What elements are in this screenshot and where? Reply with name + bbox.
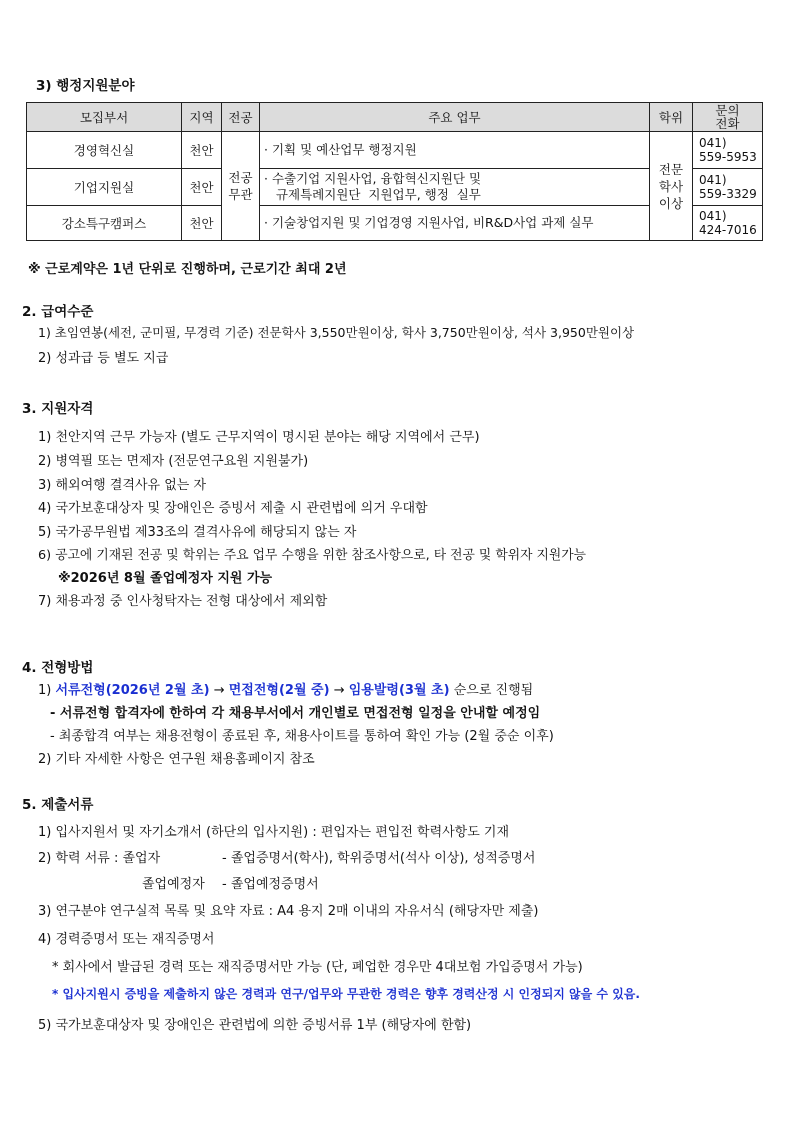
- cell-duty: [260, 132, 650, 169]
- qualification-item: 7) 채용과정 중 인사청탁자는 전형 대상에서 제외함: [38, 594, 328, 609]
- major-line1: 전공: [228, 170, 253, 185]
- cell-duty: [260, 169, 650, 206]
- qualification-item: 6) 공고에 기재된 전공 및 학위는 주요 업무 수행을 위한 참조사항으로, 타 전공 및 학위자 지원가능: [38, 548, 586, 563]
- graduation-note: ※2026년 8월 졸업예정자 지원 가능: [58, 571, 273, 586]
- header-dept: 모집부서: [27, 103, 182, 132]
- salary-item: 1) 초임연봉(세전, 군미필, 무경력 기준) 전문학사 3,550만원이상, 학사 3,750만원이상, 석사 3,950만원이상: [38, 325, 635, 340]
- cell-phone: [693, 169, 763, 206]
- documents-item-4-warning: * 입사지원시 증빙을 제출하지 않은 경력과 연구/업무와 무관한 경력은 향후 경력산정 시 인정되지 않을 수 있음.: [52, 987, 640, 1001]
- salary-title: 2. 급여수준: [22, 304, 94, 320]
- qualification-item: 4) 국가보훈대상자 및 장애인은 증빙서 제출 시 관련법에 의거 우대함: [38, 501, 428, 516]
- cell-dept: 기업지원실: [27, 169, 182, 206]
- documents-item-2-value: - 졸업증명서(학사), 학위증명서(석사 이상), 성적증명서: [222, 851, 536, 866]
- header-phone-line1: 문의: [715, 103, 740, 118]
- salary-item: 2) 성과급 등 별도 지급: [38, 351, 169, 366]
- header-phone-line2: 전화: [715, 116, 740, 131]
- process-sub-note: - 서류전형 합격자에 한하여 각 채용부서에서 개인별로 면접전형 일정을 안내할 예정임: [50, 706, 541, 721]
- qualification-item: 5) 국가공무원법 제33조의 결격사유에 해당되지 않는 자: [38, 525, 357, 540]
- duty-line1: · 수출기업 지원사업, 융합혁신지원단 및: [264, 171, 482, 186]
- header-degree: 학위: [650, 103, 693, 132]
- cell-dept: 강소특구캠퍼스: [27, 206, 182, 241]
- documents-title: 5. 제출서류: [22, 797, 94, 813]
- cell-region: 천안: [182, 169, 222, 206]
- documents-item-1: 1) 입사지원서 및 자기소개서 (하단의 입사지원) : 편입자는 편입전 학력사항도 기재: [38, 825, 510, 840]
- documents-item-2b-label: 졸업예정자: [142, 877, 205, 892]
- documents-item-4-note: * 회사에서 발급된 경력 또는 재직증명서만 가능 (단, 폐업한 경우만 4대보험 가입증명서 가능): [52, 960, 583, 975]
- duty-line1: · 기획 및 예산업무 행정지원: [264, 142, 417, 157]
- degree-line3: 이상: [658, 195, 684, 211]
- major-line2: 무관: [228, 187, 253, 202]
- section-title-admin-support: 3) 행정지원분야: [36, 78, 135, 94]
- cell-region: 천안: [182, 132, 222, 169]
- process-title: 4. 전형방법: [22, 660, 94, 676]
- process-sub-note: - 최종합격 여부는 채용전형이 종료된 후, 채용사이트를 통하여 확인 가능 (2월 중순 이후): [50, 729, 554, 744]
- cell-duty: [260, 206, 650, 241]
- documents-item-5: 5) 국가보훈대상자 및 장애인은 관련법에 의한 증빙서류 1부 (해당자에 한함): [38, 1018, 472, 1033]
- qualification-item: 2) 병역필 또는 면제자 (전문연구요원 지원불가): [38, 454, 309, 469]
- cell-dept: 경영혁신실: [27, 132, 182, 169]
- arrow-icon: →: [213, 683, 225, 698]
- duty-line1: · 기술창업지원 및 기업경영 지원사업, 비R&D사업 과제 실무: [264, 215, 594, 230]
- phone-line1: 041): [699, 136, 727, 150]
- process-item-prefix: 1): [38, 683, 52, 698]
- documents-item-2b-value: - 졸업예정증명서: [222, 877, 319, 892]
- header-region: 지역: [182, 103, 222, 132]
- recruitment-table: [26, 102, 763, 241]
- contract-note: ※ 근로계약은 1년 단위로 진행하며, 근로기간 최대 2년: [28, 262, 347, 277]
- table-row: [27, 132, 763, 169]
- phone-line1: 041): [699, 173, 727, 187]
- qualification-item: 1) 천안지역 근무 가능자 (별도 근무지역이 명시된 분야는 해당 지역에서 근무): [38, 430, 480, 445]
- documents-item-2-label: 2) 학력 서류 : 졸업자: [38, 851, 161, 866]
- table-header-row: [27, 103, 763, 132]
- qualification-item: 3) 해외여행 결격사유 없는 자: [38, 478, 207, 493]
- arrow-icon: →: [333, 683, 345, 698]
- process-item-suffix: 순으로 진행됨: [453, 683, 534, 698]
- cell-phone: [693, 132, 763, 169]
- degree-line2: 학사: [658, 178, 684, 194]
- phone-line1: 041): [699, 209, 727, 223]
- phone-line2: 559-5953: [699, 150, 757, 164]
- qualifications-title: 3. 지원자격: [22, 401, 94, 417]
- cell-phone: [693, 206, 763, 241]
- process-step-interview: 면접전형(2월 중): [228, 683, 330, 698]
- process-step-appointment: 임용발령(3월 초): [348, 683, 450, 698]
- phone-line2: 424-7016: [699, 223, 757, 237]
- duty-line2: 규제특례지원단 지원업무, 행정 실무: [264, 187, 481, 202]
- process-item-2: 2) 기타 자세한 사항은 연구원 채용홈페이지 참조: [38, 752, 315, 767]
- process-step-document: 서류전형(2026년 2월 초): [55, 683, 210, 698]
- cell-region: 천안: [182, 206, 222, 241]
- header-major: 전공: [222, 103, 260, 132]
- phone-line2: 559-3329: [699, 187, 757, 201]
- header-phone: [693, 103, 763, 132]
- documents-item-4: 4) 경력증명서 또는 재직증명서: [38, 932, 215, 947]
- process-item-1: [38, 679, 533, 698]
- header-duty: 주요 업무: [260, 103, 650, 132]
- documents-item-3: 3) 연구분야 연구실적 목록 및 요약 자료 : A4 용지 2매 이내의 자유서식 (해당자만 제출): [38, 904, 539, 919]
- cell-major: [222, 132, 260, 241]
- cell-degree: [650, 132, 693, 241]
- degree-line1: 전문: [658, 161, 684, 177]
